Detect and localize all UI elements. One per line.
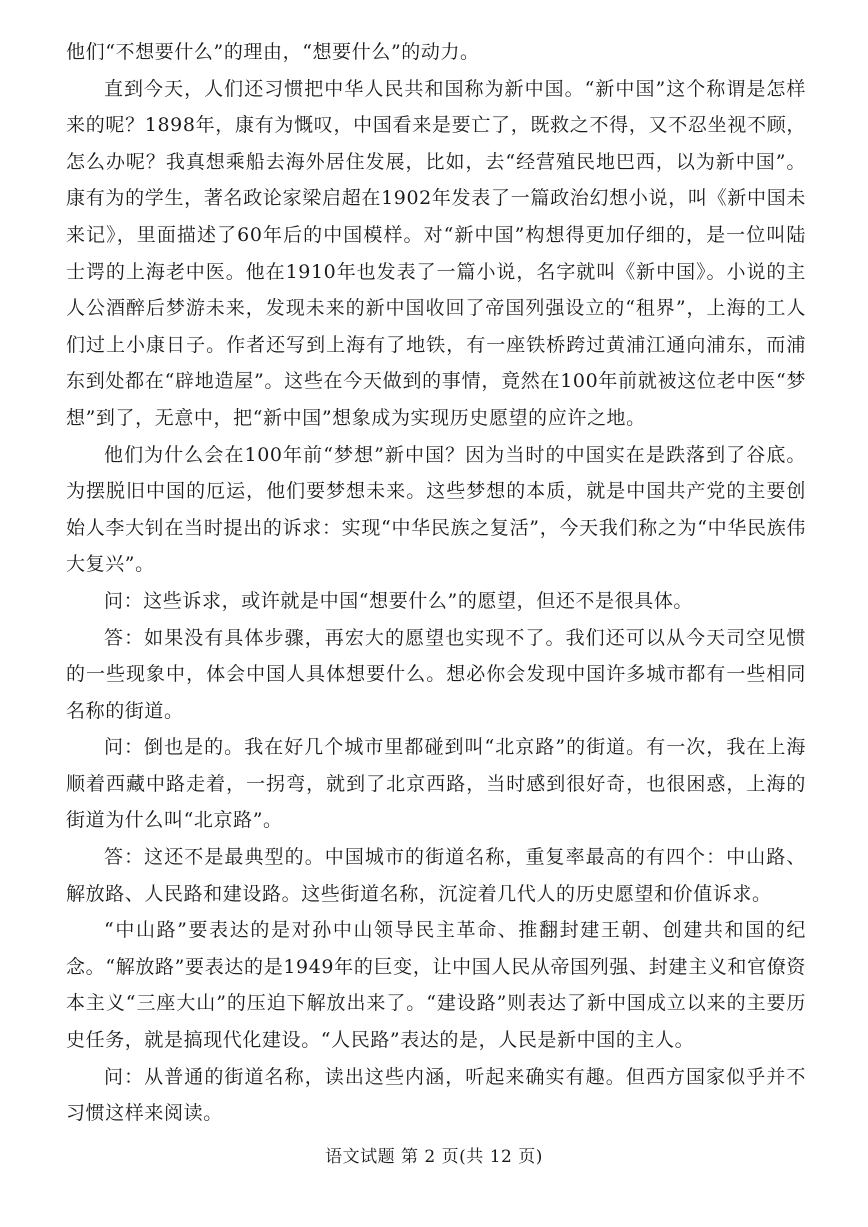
paragraph-new-china-origin: 直到今天，人们还习惯把中华人民共和国称为新中国。“新中国”这个称谓是怎样来的呢？1898年，康有为慨叹，中国看来是要亡了，既救之不得，又不忍坐视不顾，怎么办呢？我真想乘船去海外居住发展，比如，去“经营殖民地巴西，以为新中国”。康有为的学生，著名政论家梁启超在1902年发表了一篇政治幻想小说，叫《新中国未来记》，里面描述了60年后的中国模样。对“新中国”构想得更加仔细的，是一位叫陆士谔的上海老中医。他在1910年也发表了一篇小说，名字就叫《新中国》。小说的主人公酒醉后梦游未来，发现未来的新中国收回了帝国列强设立的“租界”，上海的工人们过上小康日子。作者还写到上海有了地铁，有一座铁桥跨过黄浦江通向浦东，而浦东到处都在“辟地造屋”。这些在今天做到的事情，竟然在100年前就被这位老中医“梦想”到了，无意中，把“新中国”想象成为实现历史愿望的应许之地。 — [66, 77, 806, 429]
paragraph-dream-reason: 他们为什么会在100年前“梦想”新中国？因为当时的中国实在是跌落到了谷底。为摆脱旧中国的厄运，他们要梦想未来。这些梦想的本质，就是中国共产党的主要创始人李大钊在当时提出的诉求：实现“中华民族之复活”，今天我们称之为“中华民族伟大复兴”。 — [66, 443, 806, 576]
paragraph-answer-2: 答：这还不是最典型的。中国城市的街道名称，重复率最高的有四个：中山路、解放路、人民路和建设路。这些街道名称，沉淀着几代人的历史愿望和价值诉求。 — [66, 846, 806, 905]
page-footer: 语文试题 第 2 页(共 12 页) — [325, 1147, 543, 1167]
paragraph-question-3: 问：从普通的街道名称，读出这些内涵，听起来确实有趣。但西方国家似乎并不习惯这样来阅读。 — [66, 1065, 806, 1125]
paragraph-answer-1: 答：如果没有具体步骤，再宏大的愿望也实现不了。我们还可以从今天司空见惯的一些现象中，体会中国人具体想要什么。想必你会发现中国许多城市都有一些相同名称的街道。 — [66, 626, 806, 722]
paragraph-continuation: 他们“不想要什么”的理由，“想要什么”的动力。 — [66, 41, 480, 63]
paragraph-question-2: 问：倒也是的。我在好几个城市里都碰到叫“北京路”的街道。有一次，我在上海顺着西藏中路走着，一拐弯，就到了北京西路，当时感到很好奇，也很困惑，上海的街道为什么叫“北京路”。 — [66, 736, 806, 832]
paragraph-street-names: “中山路”要表达的是对孙中山领导民主革命、推翻封建王朝、创建共和国的纪念。“解放路”要表达的是1949年的巨变，让中国人民从帝国列强、封建主义和官僚资本主义“三座大山”的压迫下解放出来了。“建设路”则表达了新中国成立以来的主要历史任务，就是搞现代化建设。“人民路”表达的是，人民是新中国的主人。 — [66, 919, 806, 1052]
paragraph-question-1: 问：这些诉求，或许就是中国“想要什么”的愿望，但还不是很具体。 — [104, 589, 694, 612]
exam-page-body — [66, 34, 806, 1132]
